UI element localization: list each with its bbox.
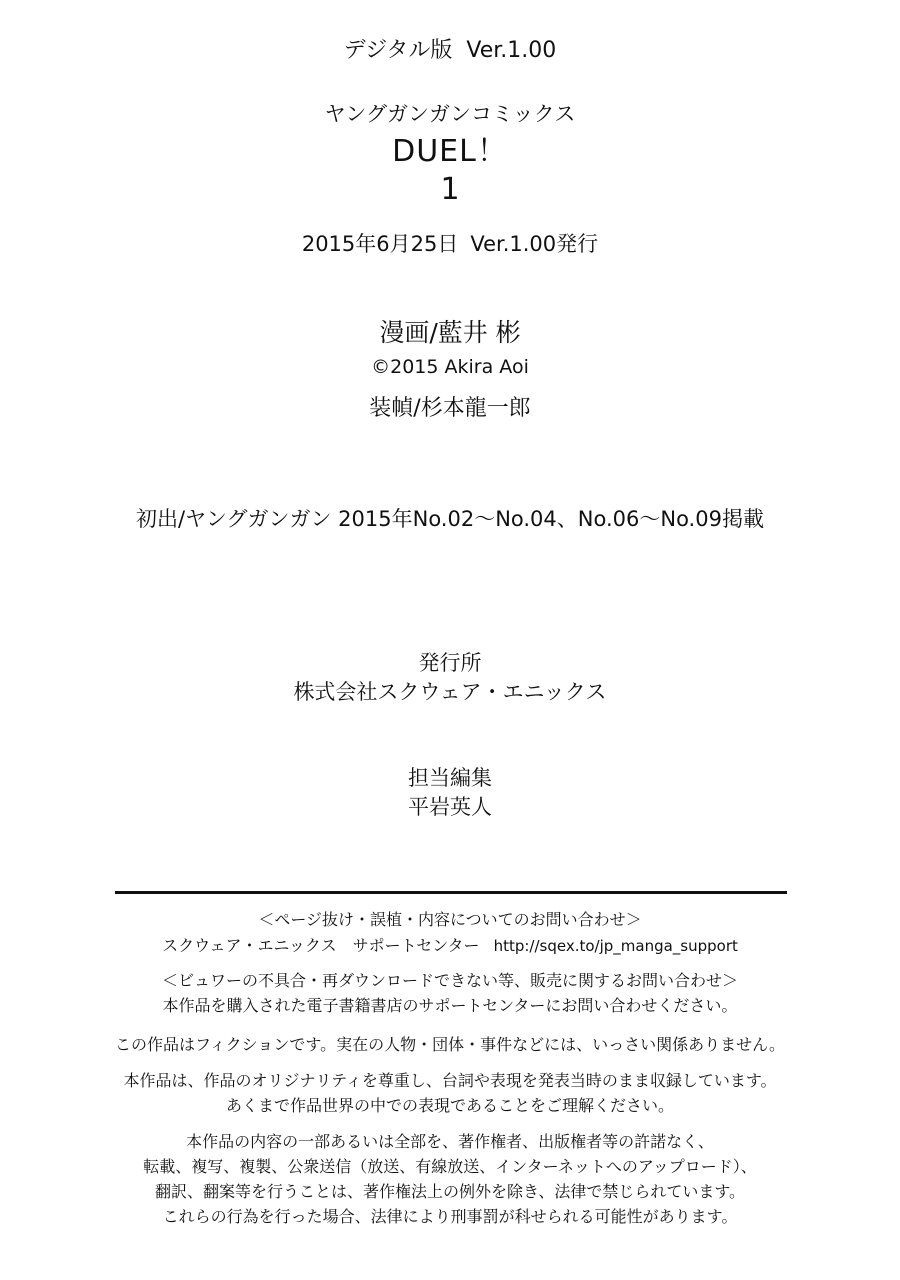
divider-rule [115, 891, 787, 894]
content-inquiry-heading: ＜ページ抜け・誤植・内容についてのお問い合わせ＞ [258, 910, 642, 929]
support-url-link[interactable]: http://sqex.to/jp_manga_support [493, 937, 738, 955]
copyright-notice: ©2015 Akira Aoi [371, 356, 529, 378]
first-publication: 初出/ヤングガンガン 2015年No.02～No.04、No.06～No.09掲載 [136, 507, 764, 531]
edition-version: Ver.1.00 [466, 38, 557, 63]
edition-label: デジタル版 [343, 38, 453, 63]
editor-name: 平岩英人 [408, 795, 492, 819]
copyright-legal-1: 本作品の内容の一部あるいは全部を、著作権者、出版権者等の許諾なく、 [186, 1132, 714, 1151]
publication-date: 2015年6月25日 [301, 232, 459, 256]
original-expression-notice-1: 本作品は、作品のオリジナリティを尊重し、台詞や表現を発表当時のまま収録しています。 [123, 1071, 777, 1090]
copyright-legal-3: 翻訳、翻案等を行うことは、著作権法上の例外を除き、法律で禁じられています。 [154, 1182, 746, 1201]
copyright-legal-4: これらの行為を行った場合、法律により刑事罰が科せられる可能性があります。 [162, 1207, 738, 1226]
publisher-label: 発行所 [418, 651, 482, 675]
viewer-inquiry-heading: ＜ビュワーの不具合・再ダウンロードできない等、販売に関するお問い合わせ＞ [161, 971, 738, 990]
publication-version: Ver.1.00発行 [470, 232, 599, 256]
editor-label: 担当編集 [408, 766, 492, 790]
copyright-legal-2: 転載、複写、複製、公衆送信（放送、有線放送、インターネットへのアップロード）、 [143, 1157, 757, 1176]
design-credit: 装幀/杉本龍一郎 [369, 396, 531, 421]
content-inquiry-contact [0, 938, 900, 954]
series-name: ヤングガンガンコミックス [324, 102, 576, 126]
publication-line [0, 234, 900, 255]
author-credit: 漫画/藍井 彬 [379, 318, 521, 347]
edition-line [0, 40, 900, 62]
support-center-name: スクウェア・エニックス サポートセンター [162, 936, 480, 955]
publisher-name: 株式会社スクウェア・エニックス [293, 680, 607, 704]
fiction-disclaimer: この作品はフィクションです。実在の人物・団体・事件などには、いっさい関係ありません。 [114, 1035, 786, 1054]
volume-number: 1 [440, 172, 460, 207]
book-title: DUEL！ [392, 134, 508, 169]
original-expression-notice-2: あくまで作品世界の中での表現であることをご理解ください。 [225, 1096, 674, 1115]
viewer-inquiry-body: 本作品を購入された電子書籍書店のサポートセンターにお問い合わせください。 [162, 996, 738, 1015]
